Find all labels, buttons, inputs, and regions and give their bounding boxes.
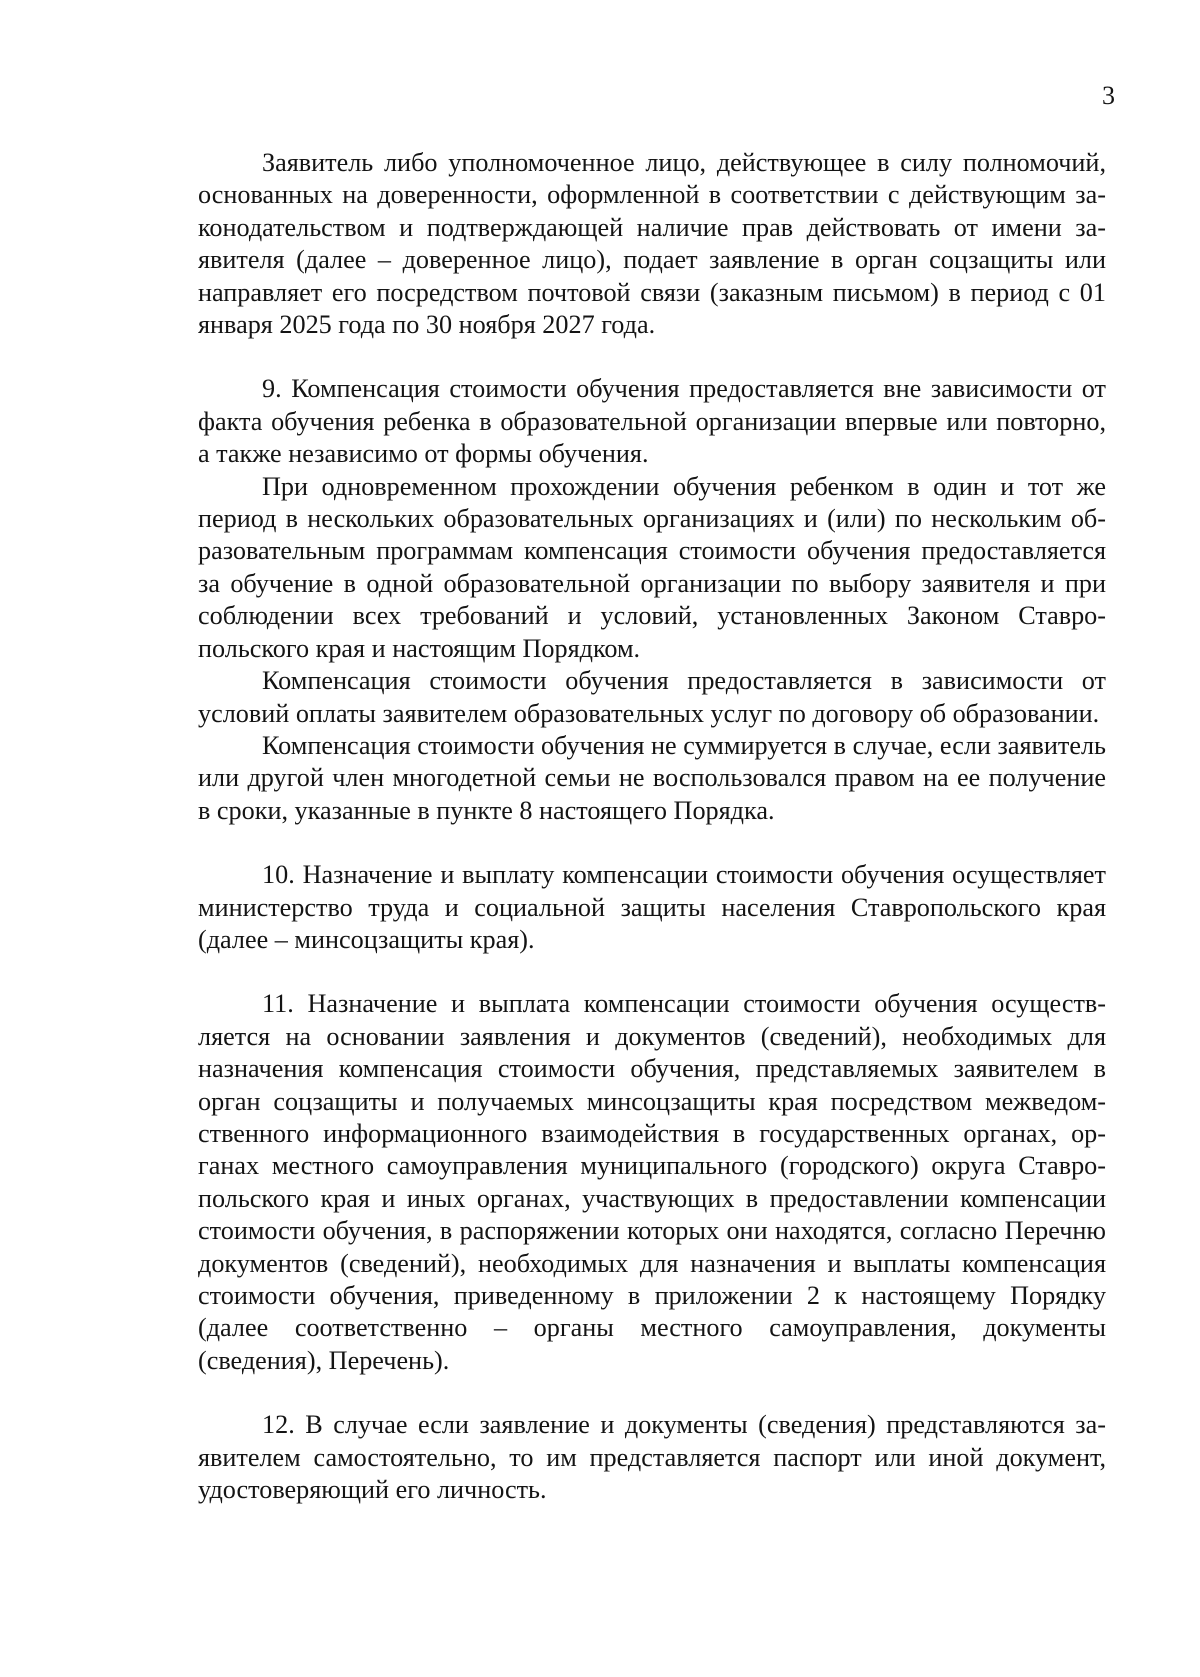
document-body	[198, 147, 1106, 1506]
paragraph-payment-conditions: Компенсация стоимости обучения предоставляется в зависимости от условий оплаты заявителем образовательных услуг по договору об образовании.	[198, 666, 1106, 728]
paragraph-item-9: 9. Компенсация стоимости обучения предоставляется вне зависимости от факта обучения ребенка в образовательной организации впервые или повторно, а также независимо от формы обучения.	[198, 374, 1106, 469]
paragraph-applicant-submission: Заявитель либо уполномоченное лицо, действующее в силу полномочий, основанных на доверенности, оформленной в соответствии с действующим законодательством и подтверждающей наличие прав действовать от имени заявителя (далее – доверенное лицо), подает заявление в орган соцзащиты или направляет его посредством почтовой связи (заказным письмом) в период с 01 января 2025 года по 30 ноября 2027 года.	[198, 148, 1106, 340]
paragraph-item-11: 11. Назначение и выплата компенсации стоимости обучения осуществляется на основании заявления и документов (сведений), необходимых для назначения компенсация стоимости обучения, представляемых заявителем в орган соцзащиты и получаемых минсоцзащиты края посредством межведомственного информационного взаимодействия в государственных органах, органах местного самоуправления муниципального (городского) округа Ставропольского края и иных органах, участвующих в предоставлении компенсации стоимости обучения, в распоряжении которых они находятся, согласно Перечню документов (сведений), необходимых для назначения и выплаты компенсация стоимости обучения, приведенному в приложении 2 к настоящему Порядку (далее соответственно – органы местного самоуправления, документы (сведения), Перечень).	[198, 989, 1106, 1375]
page-number: 3	[1102, 81, 1115, 110]
paragraph-item-12: 12. В случае если заявление и документы (сведения) представляются заявителем самостоятельно, то им представляется паспорт или иной документ, удостоверяющий его личность.	[198, 1410, 1106, 1505]
paragraph-simultaneous-training: При одновременном прохождении обучения ребенком в один и тот же период в нескольких образовательных организациях и (или) по нескольким образовательным программам компенсация стоимости обучения предоставляется за обучение в одной образовательной организации по выбору заявителя и при соблюдении всех требований и условий, установленных Законом Ставропольского края и настоящим Порядком.	[198, 471, 1106, 663]
paragraph-item-10: 10. Назначение и выплату компенсации стоимости обучения осуществляет министерство труда и социальной защиты населения Ставропольского края (далее – минсоцзащиты края).	[198, 860, 1106, 954]
paragraph-not-summed: Компенсация стоимости обучения не суммируется в случае, если заявитель или другой член многодетной семьи не воспользовался правом на ее получение в сроки, указанные в пункте 8 настоящего Порядка.	[198, 730, 1106, 825]
